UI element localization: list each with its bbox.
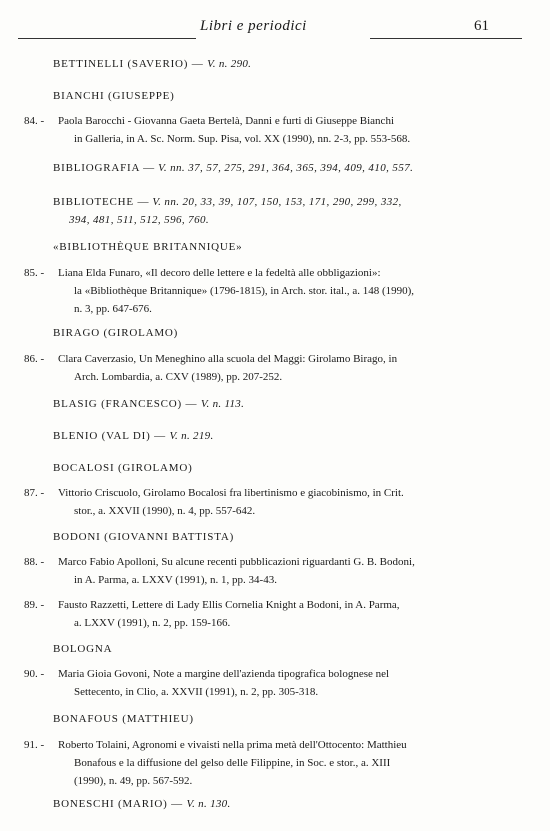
bibliography-entry-84 [24,112,489,148]
heading-bodoni: BODONI (GIOVANNI BATTISTA) [53,531,235,543]
entry-number: 86. - [24,353,45,365]
cross-reference: 394, 481, 511, 512, 596, 760. [69,214,210,226]
entry-line: Liana Elda Funaro, «Il decoro delle lettere e la fedeltà alle obbligazioni»: [58,267,381,279]
cross-reference: V. nn. 37, 57, 275, 291, 364, 365, 394, 409, 410, 557. [158,162,414,174]
heading-bianchi: BIANCHI (GIUSEPPE) [53,90,175,102]
heading-bibliotheque: «BIBLIOTHÈQUE BRITANNIQUE» [53,241,243,253]
cross-reference: V. nn. 20, 33, 39, 107, 150, 153, 171, 290, 299, 332, [152,196,402,208]
heading-label: BIBLIOGRAFIA — [53,162,155,174]
cross-reference: V. n. 290. [207,58,252,70]
heading-blasig [53,398,244,410]
entry-line: a. LXXV (1991), n. 2, pp. 159-166. [74,617,231,629]
entry-line: Roberto Tolaini, Agronomi e vivaisti nella prima metà dell'Ottocento: Matthieu [58,739,407,751]
entry-line: Fausto Razzetti, Lettere di Lady Ellis Cornelia Knight a Bodoni, in A. Parma, [58,599,400,611]
heading-bocalosi: BOCALOSI (GIROLAMO) [53,462,193,474]
entry-line: Bonafous e la diffusione del gelso delle Filippine, in Soc. e stor., a. XIII [74,757,391,769]
entry-number: 89. - [24,599,45,611]
heading-birago: BIRAGO (GIROLAMO) [53,327,179,339]
heading-bologna: BOLOGNA [53,643,113,655]
entry-number: 88. - [24,556,45,568]
entry-line: Marco Fabio Apolloni, Su alcune recenti pubblicazioni riguardanti G. B. Bodoni, [58,556,415,568]
entry-line: Clara Caverzasio, Un Meneghino alla scuola del Maggi: Girolamo Birago, in [58,353,398,365]
entry-number: 87. - [24,487,45,499]
heading-blenio [53,430,214,442]
heading-label: BLENIO (VAL DI) — [53,430,166,442]
heading-label: BONESCHI (MARIO) — [53,798,183,810]
entry-line: n. 3, pp. 647-676. [74,303,152,315]
bibliography-entry-86 [24,350,489,386]
header-rule-left [18,38,196,39]
entry-line: stor., a. XXVII (1990), n. 4, pp. 557-642. [74,505,256,517]
heading-bibliografia [53,159,493,177]
entry-line: in A. Parma, a. LXXV (1991), n. 1, pp. 34-43. [74,574,277,586]
cross-reference: V. n. 130. [186,798,231,810]
entry-number: 85. - [24,267,45,279]
bibliography-entry-89 [24,596,489,632]
entry-number: 90. - [24,668,45,680]
entry-line: Maria Gioia Govoni, Note a margine dell'azienda tipografica bolognese nel [58,668,390,680]
bibliography-entry-91 [24,736,489,790]
heading-biblioteche [53,193,493,229]
entry-line: Vittorio Criscuolo, Girolamo Bocalosi fra libertinismo e giacobinismo, in Crit. [58,487,404,499]
bibliography-entry-87 [24,484,489,520]
heading-label: BLASIG (FRANCESCO) — [53,398,198,410]
entry-line: in Galleria, in A. Sc. Norm. Sup. Pisa, vol. XX (1990), nn. 2-3, pp. 553-568. [74,133,411,145]
cross-reference: V. n. 219. [169,430,214,442]
bibliography-entry-85 [24,264,489,318]
cross-reference: V. n. 113. [200,398,245,410]
header-rule-right [370,38,522,39]
entry-line: Arch. Lombardia, a. CXV (1989), pp. 207-252. [74,371,283,383]
bibliography-entry-90 [24,665,489,701]
running-title: Libri e periodici [200,18,307,34]
page-number: 61 [474,18,489,34]
heading-bettinelli [53,58,251,70]
bibliography-entry-88 [24,553,489,589]
entry-line: (1990), n. 49, pp. 567-592. [74,775,193,787]
heading-label: BIBLIOTECHE — [53,196,150,208]
entry-line: Settecento, in Clio, a. XXVII (1991), n. 2, pp. 305-318. [74,686,319,698]
entry-number: 91. - [24,739,45,751]
heading-label: BETTINELLI (SAVERIO) — [53,58,204,70]
entry-line: la «Bibliothèque Britannique» (1796-1815), in Arch. stor. ital., a. 148 (1990), [74,285,415,297]
heading-boneschi [53,798,231,810]
heading-bonafous: BONAFOUS (MATTHIEU) [53,713,194,725]
entry-line: Paola Barocchi - Giovanna Gaeta Bertelà, Danni e furti di Giuseppe Bianchi [58,115,394,127]
entry-number: 84. - [24,115,45,127]
